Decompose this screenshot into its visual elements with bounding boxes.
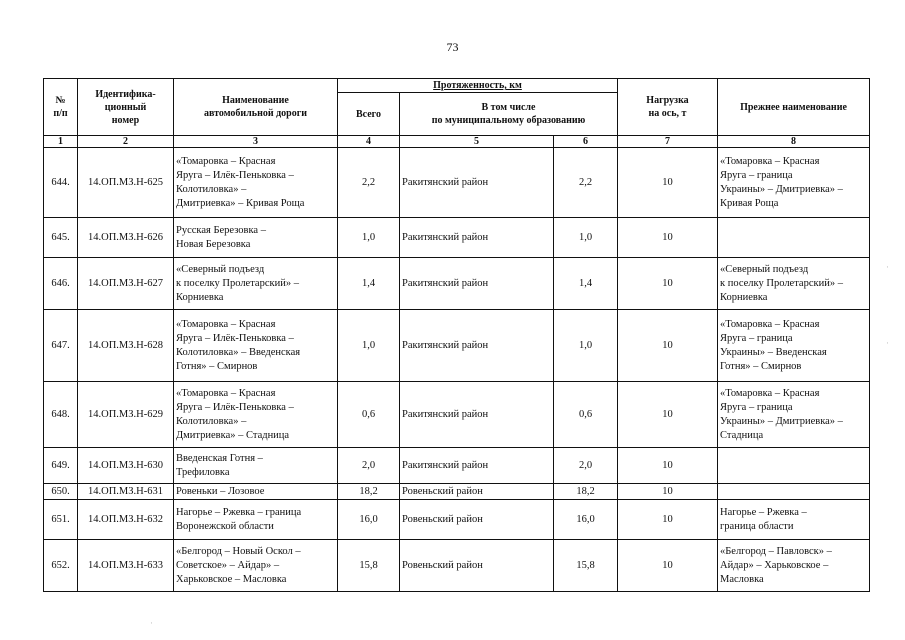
- axle-load: 10: [618, 148, 718, 218]
- column-index: 5: [400, 136, 554, 148]
- scan-speck: ·: [886, 338, 889, 348]
- length-total: 2,0: [338, 448, 400, 484]
- length-total: 16,0: [338, 500, 400, 540]
- road-id: 14.ОП.МЗ.Н-629: [78, 382, 174, 448]
- district-name: Ракитянский район: [400, 382, 554, 448]
- column-index-row: [44, 136, 870, 148]
- former-name: «Томаровка – Красная Яруга – граница Украины» – Дмитриевка» – Стадница: [718, 382, 870, 448]
- row-number: 646.: [44, 258, 78, 310]
- header-including: В том числе по муниципальному образованию: [400, 93, 618, 136]
- header-former-name: Прежнее наименование: [718, 79, 870, 136]
- road-id: 14.ОП.МЗ.Н-632: [78, 500, 174, 540]
- former-name: [718, 218, 870, 258]
- header-load: Нагрузка на ось, т: [618, 79, 718, 136]
- former-name: [718, 484, 870, 500]
- former-name: «Томаровка – Красная Яруга – граница Украины» – Дмитриевка» – Кривая Роща: [718, 148, 870, 218]
- row-number: 647.: [44, 310, 78, 382]
- district-name: Ракитянский район: [400, 448, 554, 484]
- former-name: [718, 448, 870, 484]
- district-length: 1,0: [554, 310, 618, 382]
- table-row: [44, 148, 870, 218]
- axle-load: 10: [618, 500, 718, 540]
- road-name: «Томаровка – Красная Яруга – Илёк-Пеньковка – Колотиловка» – Дмитриевка» – Кривая Роща: [174, 148, 338, 218]
- scan-speck: ·: [150, 618, 153, 628]
- road-name: Нагорье – Ржевка – граница Воронежской области: [174, 500, 338, 540]
- length-total: 15,8: [338, 540, 400, 592]
- district-length: 2,2: [554, 148, 618, 218]
- former-name: «Томаровка – Красная Яруга – граница Украины» – Введенская Готня» – Смирнов: [718, 310, 870, 382]
- road-id: 14.ОП.МЗ.Н-630: [78, 448, 174, 484]
- table-row: [44, 448, 870, 484]
- scan-speck: ·: [886, 262, 889, 272]
- column-index: 8: [718, 136, 870, 148]
- axle-load: 10: [618, 382, 718, 448]
- table-row: [44, 540, 870, 592]
- header-total: Всего: [338, 93, 400, 136]
- former-name: «Северный подъезд к поселку Пролетарский» – Корниевка: [718, 258, 870, 310]
- page-number: 73: [446, 40, 459, 54]
- row-number: 648.: [44, 382, 78, 448]
- district-length: 15,8: [554, 540, 618, 592]
- row-number: 650.: [44, 484, 78, 500]
- row-number: 652.: [44, 540, 78, 592]
- column-index: 2: [78, 136, 174, 148]
- district-name: Ракитянский район: [400, 258, 554, 310]
- row-number: 649.: [44, 448, 78, 484]
- road-name: «Белгород – Новый Оскол – Советское» – Айдар» – Харьковское – Масловка: [174, 540, 338, 592]
- table-row: [44, 258, 870, 310]
- table-row: [44, 382, 870, 448]
- table-row: [44, 500, 870, 540]
- row-number: 651.: [44, 500, 78, 540]
- header-row: [44, 79, 870, 93]
- district-name: Ровеньский район: [400, 500, 554, 540]
- road-name: «Северный подъезд к поселку Пролетарский» – Корниевка: [174, 258, 338, 310]
- axle-load: 10: [618, 258, 718, 310]
- district-length: 18,2: [554, 484, 618, 500]
- length-total: 0,6: [338, 382, 400, 448]
- column-index: 7: [618, 136, 718, 148]
- length-total: 1,0: [338, 310, 400, 382]
- road-id: 14.ОП.МЗ.Н-628: [78, 310, 174, 382]
- axle-load: 10: [618, 484, 718, 500]
- district-length: 1,4: [554, 258, 618, 310]
- header-num: № п/п: [44, 79, 78, 136]
- road-id: 14.ОП.МЗ.Н-627: [78, 258, 174, 310]
- axle-load: 10: [618, 540, 718, 592]
- row-number: 644.: [44, 148, 78, 218]
- district-length: 1,0: [554, 218, 618, 258]
- column-index: 4: [338, 136, 400, 148]
- district-name: Ровеньский район: [400, 540, 554, 592]
- road-name: «Томаровка – Красная Яруга – Илёк-Пеньковка – Колотиловка» – Введенская Готня» – Смирнов: [174, 310, 338, 382]
- header-length-group: Протяженность, км: [338, 79, 618, 93]
- road-name: Введенская Готня – Трефиловка: [174, 448, 338, 484]
- table-row: [44, 218, 870, 258]
- road-id: 14.ОП.МЗ.Н-631: [78, 484, 174, 500]
- axle-load: 10: [618, 310, 718, 382]
- axle-load: 10: [618, 448, 718, 484]
- district-length: 2,0: [554, 448, 618, 484]
- road-id: 14.ОП.МЗ.Н-625: [78, 148, 174, 218]
- road-id: 14.ОП.МЗ.Н-633: [78, 540, 174, 592]
- district-length: 0,6: [554, 382, 618, 448]
- table-body: [44, 148, 870, 592]
- former-name: Нагорье – Ржевка – граница области: [718, 500, 870, 540]
- district-name: Ракитянский район: [400, 310, 554, 382]
- column-index: 6: [554, 136, 618, 148]
- road-id: 14.ОП.МЗ.Н-626: [78, 218, 174, 258]
- length-total: 1,0: [338, 218, 400, 258]
- road-name: «Томаровка – Красная Яруга – Илёк-Пеньковка – Колотиловка» – Дмитриевка» – Стадница: [174, 382, 338, 448]
- table-row: [44, 310, 870, 382]
- header-id: Идентифика- ционный номер: [78, 79, 174, 136]
- district-name: Ракитянский район: [400, 218, 554, 258]
- row-number: 645.: [44, 218, 78, 258]
- header-name: Наименование автомобильной дороги: [174, 79, 338, 136]
- table-row: [44, 484, 870, 500]
- column-index: 1: [44, 136, 78, 148]
- district-length: 16,0: [554, 500, 618, 540]
- roads-table: [43, 78, 870, 592]
- district-name: Ровеньский район: [400, 484, 554, 500]
- length-total: 18,2: [338, 484, 400, 500]
- former-name: «Белгород – Павловск» – Айдар» – Харьковское – Масловка: [718, 540, 870, 592]
- road-name: Русская Березовка – Новая Березовка: [174, 218, 338, 258]
- column-index: 3: [174, 136, 338, 148]
- district-name: Ракитянский район: [400, 148, 554, 218]
- road-name: Ровеньки – Лозовое: [174, 484, 338, 500]
- length-total: 1,4: [338, 258, 400, 310]
- axle-load: 10: [618, 218, 718, 258]
- length-total: 2,2: [338, 148, 400, 218]
